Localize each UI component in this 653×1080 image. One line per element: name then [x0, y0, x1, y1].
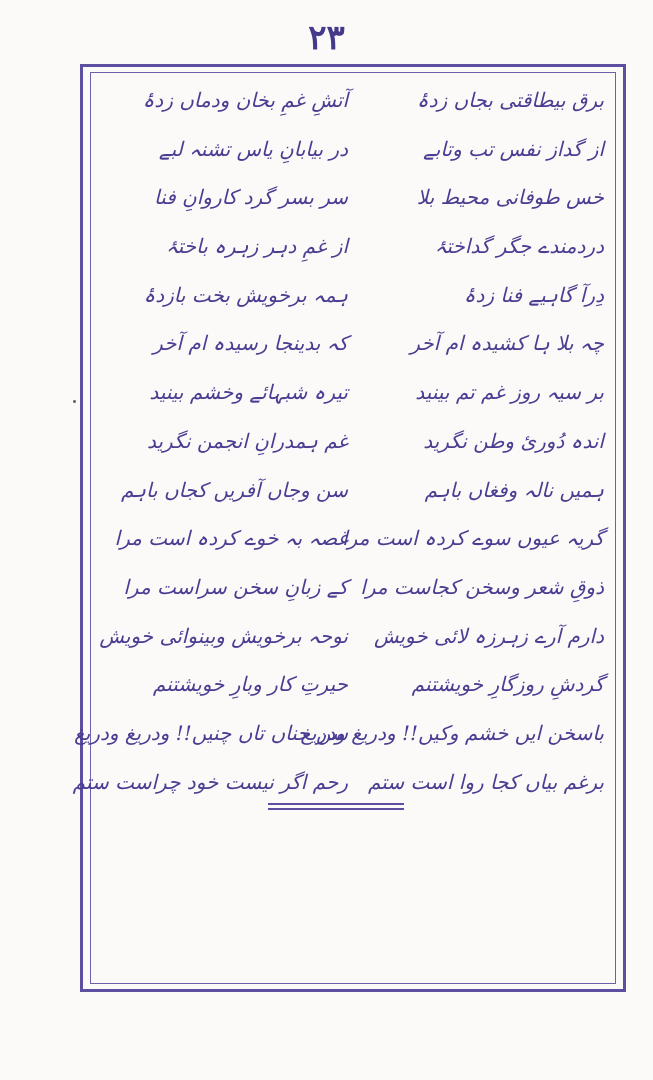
second-hemistich: تیرہ شبہائے وخشم بینید — [149, 380, 348, 405]
first-hemistich: ہمیں نالہ وفغاں باہم — [424, 477, 604, 502]
second-hemistich: غصہ بہ خوے کردہ است مرا — [114, 526, 348, 551]
first-hemistich: برق بیطاقتی بجاں زدۂ — [416, 88, 604, 112]
couplet — [118, 565, 604, 614]
page-number: ۲۳ — [308, 18, 345, 58]
first-hemistich: بر سیہ روز غم تم بینید — [415, 380, 604, 405]
first-hemistich: باسخن ایں خشم وکیں!! ودریغ ودریغ — [300, 720, 604, 745]
end-rule — [268, 803, 404, 805]
second-hemistich: ہمہ برخویش بخت بازدۂ — [143, 282, 348, 307]
first-hemistich: اندہ دُورئ وطن نگرید — [423, 428, 604, 453]
first-hemistich: چہ بلا ہا کشیدہ ام آخر — [410, 331, 604, 356]
poem-body — [72, 78, 604, 794]
second-hemistich: سر بسر گرد کاروانِ فنا — [154, 185, 348, 210]
couplet — [118, 127, 604, 176]
couplet — [118, 78, 604, 127]
second-hemistich: کے زبانِ سخن سراست مرا — [123, 574, 348, 599]
couplet — [118, 273, 604, 322]
second-hemistich: حیرتِ کار وبارِ خویشتنم — [152, 672, 348, 697]
first-hemistich: برغم بیاں کجا روا است ستم — [368, 769, 604, 794]
couplet — [118, 370, 604, 419]
end-rule — [268, 808, 404, 810]
second-hemistich: رحم اگر نیست خود چراست ستم — [72, 769, 348, 794]
couplet — [118, 224, 604, 273]
first-hemistich: گردشِ روزگارِ خویشتنم — [411, 672, 604, 697]
second-hemistich: نوحہ برخویش وبینوائی خویش — [99, 623, 348, 648]
couplet — [118, 468, 604, 517]
second-hemistich: در بیابانِ یاس تشنہ لبے — [158, 136, 348, 161]
couplet — [118, 175, 604, 224]
couplet — [118, 419, 604, 468]
couplet — [74, 711, 604, 760]
couplet — [114, 516, 604, 565]
second-hemistich: سن وجاں آفریں کجاں باہم — [120, 477, 348, 502]
second-hemistich: غم ہمدرانِ انجمن نگرید — [146, 428, 348, 453]
scan-speck — [73, 400, 76, 403]
couplet — [118, 321, 604, 370]
second-hemistich: سن جناں تاں چنیں!! ودریغ ودریغ — [74, 720, 348, 745]
couplet — [118, 662, 604, 711]
first-hemistich: گریہ عیوں سوے کردہ است مرا — [342, 526, 604, 551]
first-hemistich: دردمندے جگر گداختۂ — [434, 234, 604, 259]
first-hemistich: دِرآ گاہیے فنا زدۂ — [463, 282, 604, 307]
first-hemistich: ذوقِ شعر وسخن کجاست مرا — [360, 574, 604, 599]
couplet — [99, 614, 604, 663]
second-hemistich: آتشِ غمِ بخان ودماں زدۂ — [142, 88, 348, 112]
couplet — [72, 760, 604, 809]
first-hemistich: خس طوفانی محیط بلا — [416, 185, 604, 210]
second-hemistich: کہ بدینجا رسیدہ ام آخر — [153, 331, 348, 356]
first-hemistich: دارم آرے زہرزہ لائی خویش — [373, 623, 604, 648]
second-hemistich: از غمِ دہر زہرہ باختۂ — [166, 234, 348, 259]
first-hemistich: از گداز نفس تب وتابے — [423, 136, 604, 161]
